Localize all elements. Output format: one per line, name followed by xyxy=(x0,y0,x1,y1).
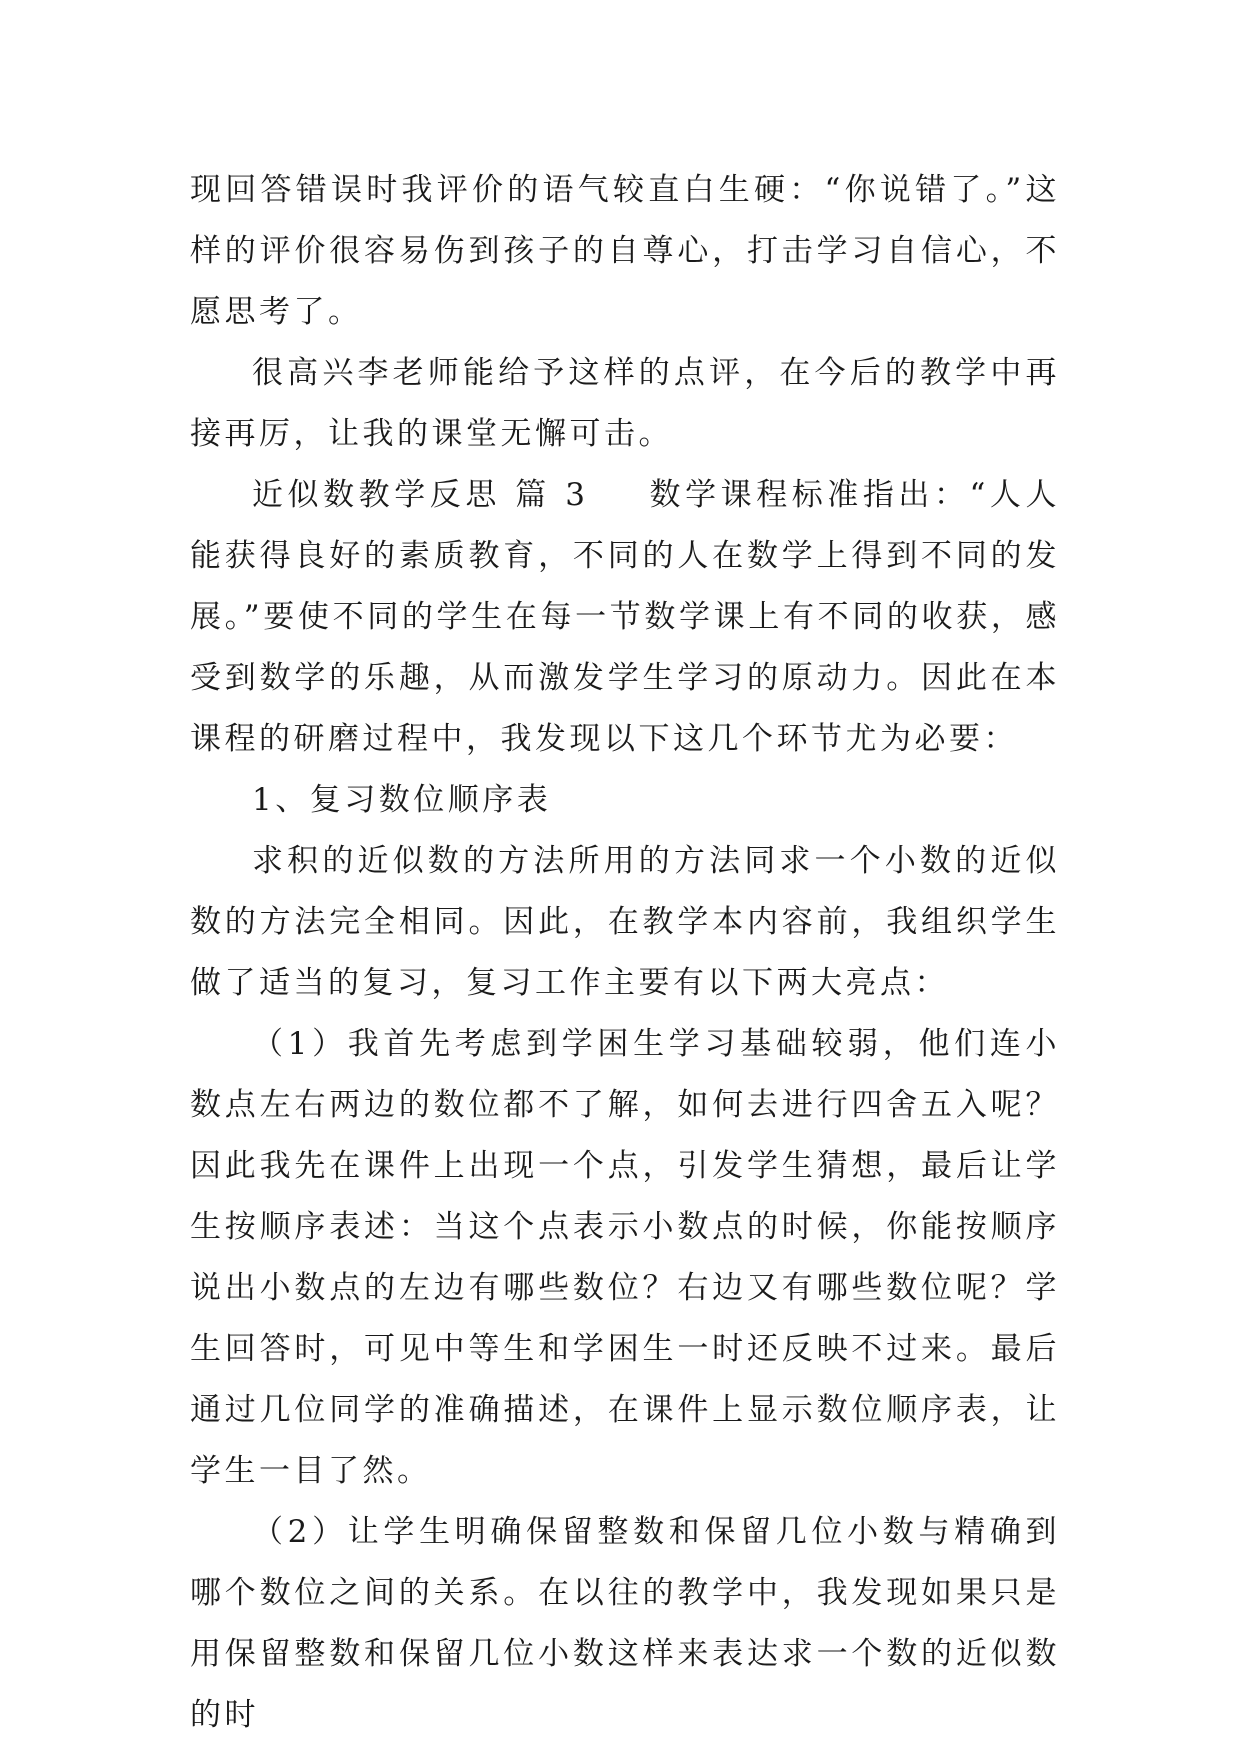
paragraph-3-text: 数学课程标准指出：“人人能获得良好的素质教育，不同的人在数学上得到不同的发展。”要使不同的学生在每一节数学课上有不同的收获，感受到数学的乐趣，从而激发学生学习的原动力。因此在本课程的研磨过程中，我发现以下这几个环节尤为必要： xyxy=(190,477,1060,757)
paragraph-7: （2）让学生明确保留整数和保留几位小数与精确到哪个数位之间的关系。在以往的教学中，我发现如果只是用保留整数和保留几位小数这样来表达求一个数的近似数的时 xyxy=(190,1514,1060,1733)
section-heading: 近似数教学反思 篇 3 xyxy=(252,477,589,513)
paragraph-5: 求积的近似数的方法所用的方法同求一个小数的近似数的方法完全相同。因此，在教学本内容前，我组织学生做了适当的复习，复习工作主要有以下两大亮点： xyxy=(190,843,1060,1001)
paragraph-6: （1）我首先考虑到学困生学习基础较弱，他们连小数点左右两边的数位都不了解，如何去进行四舍五入呢？因此我先在课件上出现一个点，引发学生猜想，最后让学生按顺序表述：当这个点表示小数点的时候，你能按顺序说出小数点的左边有哪些数位？右边又有哪些数位呢？学生回答时，可见中等生和学困生一时还反映不过来。最后通过几位同学的准确描述，在课件上显示数位顺序表，让学生一目了然。 xyxy=(190,1026,1060,1489)
paragraph-3 xyxy=(190,465,1060,770)
paragraph-1: 现回答错误时我评价的语气较直白生硬：“你说错了。”这样的评价很容易伤到孩子的自尊心，打击学习自信心，不愿思考了。 xyxy=(190,172,1060,330)
document-body xyxy=(190,160,1060,1746)
paragraph-2: 很高兴李老师能给予这样的点评，在今后的教学中再接再厉，让我的课堂无懈可击。 xyxy=(190,355,1060,452)
paragraph-4: 1、复习数位顺序表 xyxy=(252,782,552,818)
